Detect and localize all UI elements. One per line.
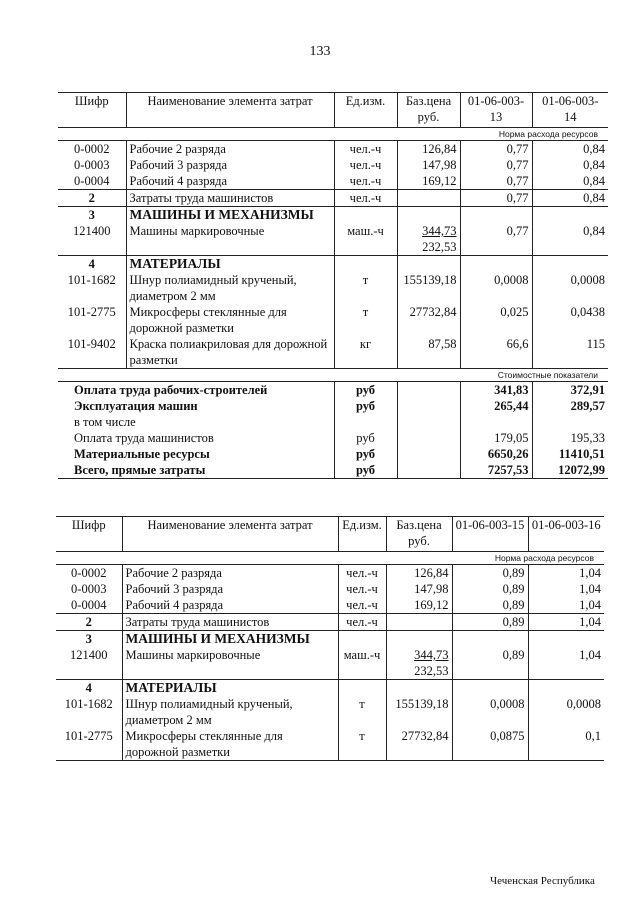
row-value-2: 1,04: [579, 582, 601, 596]
price-top: 344,73: [414, 648, 449, 662]
cost-unit: руб: [334, 446, 397, 462]
row-unit: т: [338, 728, 386, 761]
header-price-line1: Баз.цена: [396, 518, 442, 532]
cost-unit: руб: [334, 382, 397, 399]
table-row: [56, 696, 604, 728]
row-name-line2: дорожной разметки: [125, 745, 230, 759]
cost-row: [58, 446, 608, 462]
row-unit: кг: [334, 336, 397, 369]
row-code: 101-2775: [56, 728, 122, 761]
row-value-1: 0,89: [452, 614, 528, 631]
resource-table-1: [58, 92, 608, 479]
row-value-1: 0,0008: [452, 696, 528, 728]
row-code: 0-0003: [56, 581, 122, 597]
section-row: [58, 207, 608, 224]
cost-name: Оплата труда машинистов: [58, 430, 334, 446]
row-value-1: 0,89: [452, 565, 528, 582]
header-price-line2: руб.: [408, 534, 430, 548]
cost-unit: руб: [334, 430, 397, 446]
row-code: 2: [58, 190, 126, 207]
row-name: Рабочие 2 разряда: [122, 565, 338, 582]
cost-row: [58, 430, 608, 446]
cost-value-2: [532, 414, 608, 430]
section-title: МАТЕРИАЛЫ: [122, 680, 338, 697]
table-header-row: [56, 517, 604, 552]
row-value-1: 0,77: [460, 173, 532, 190]
table-row: [56, 728, 604, 761]
row-name: Затраты труда машинистов: [126, 190, 334, 207]
row-unit: т: [334, 272, 397, 304]
row-code: 121400: [56, 647, 122, 680]
cost-unit: [334, 414, 397, 430]
row-price: 27732,84: [397, 304, 460, 336]
row-name-line1: Шнур полиамидный крученый,: [129, 273, 297, 287]
row-value-2: 0,1: [585, 729, 601, 743]
table-row: [58, 173, 608, 190]
row-name-line2: диаметром 2 мм: [129, 289, 216, 303]
row-code: 0-0002: [56, 565, 122, 582]
row-code: 101-9402: [58, 336, 126, 369]
row-price: 147,98: [397, 157, 460, 173]
row-name: [122, 696, 338, 728]
row-value-1: 0,89: [452, 597, 528, 614]
costs-label-row: [58, 369, 608, 382]
cost-value-1: 6650,26: [460, 446, 532, 462]
row-value-2: 1,04: [579, 566, 601, 580]
header-price: [397, 93, 460, 128]
norms-row: [56, 552, 604, 565]
norms-row: [58, 128, 608, 141]
section-row: [56, 631, 604, 648]
section-row: [56, 680, 604, 697]
row-name-line1: Краска полиакриловая для дорожной: [129, 337, 328, 351]
row-price: 155139,18: [397, 272, 460, 304]
row-name: Затраты труда машинистов: [122, 614, 338, 631]
price-bottom: 232,53: [414, 664, 449, 678]
row-name: Рабочий 4 разряда: [122, 597, 338, 614]
price-top: 344,73: [422, 224, 457, 238]
row-name: Машины маркировочные: [122, 647, 338, 680]
header-col2-line1: 01-06-003-: [542, 94, 599, 108]
row-name: [126, 304, 334, 336]
header-name: Наименование элемента затрат: [122, 517, 338, 552]
row-price: [386, 647, 452, 680]
row-unit: чел.-ч: [338, 614, 386, 631]
row-unit: чел.-ч: [334, 190, 397, 207]
header-price-line2: руб.: [417, 110, 440, 124]
header-col1: [460, 93, 532, 128]
cost-value-2: 195,33: [570, 431, 605, 445]
row-value-2: 0,0008: [570, 273, 605, 287]
row-unit: чел.-ч: [338, 597, 386, 614]
header-col1: 01-06-003-15: [452, 517, 528, 552]
table-row: [58, 336, 608, 369]
row-name: [126, 272, 334, 304]
row-code: 0-0004: [56, 597, 122, 614]
table-row: [56, 614, 604, 631]
row-name-line1: Микросферы стеклянные для: [125, 729, 283, 743]
row-value-2: 0,0438: [570, 305, 605, 319]
row-code: 101-1682: [58, 272, 126, 304]
row-unit: маш.-ч: [334, 223, 397, 256]
section-title: МАТЕРИАЛЫ: [126, 256, 334, 273]
row-code: 0-0002: [58, 141, 126, 158]
row-unit: т: [338, 696, 386, 728]
table-row: [58, 304, 608, 336]
row-value-2: 0,84: [583, 191, 605, 205]
cost-row: [58, 382, 608, 399]
cost-name: Всего, прямые затраты: [58, 462, 334, 479]
row-unit: чел.-ч: [334, 157, 397, 173]
norms-label: Норма расхода ресурсов: [498, 129, 598, 139]
costs-label: Стоимостные показатели: [497, 370, 598, 380]
row-name: Рабочий 4 разряда: [126, 173, 334, 190]
cost-value-2: 11410,51: [558, 447, 605, 461]
row-unit: т: [334, 304, 397, 336]
row-name-line2: дорожной разметки: [129, 321, 234, 335]
header-col2: [532, 93, 608, 128]
row-value-1: 0,025: [460, 304, 532, 336]
row-price: 155139,18: [386, 696, 452, 728]
cost-unit: руб: [334, 462, 397, 479]
row-value-1: 0,0008: [460, 272, 532, 304]
cost-row: [58, 398, 608, 414]
row-value-1: 0,89: [452, 581, 528, 597]
table-row: [58, 157, 608, 173]
row-name: [126, 336, 334, 369]
row-name-line1: Микросферы стеклянные для: [129, 305, 287, 319]
table-row: [56, 647, 604, 680]
row-value-1: 0,77: [460, 190, 532, 207]
cost-name: Материальные ресурсы: [58, 446, 334, 462]
row-name: Рабочие 2 разряда: [126, 141, 334, 158]
cost-value-1: 265,44: [460, 398, 532, 414]
row-value-2: 1,04: [579, 615, 601, 629]
row-price: 169,12: [386, 597, 452, 614]
table-row: [58, 141, 608, 158]
header-unit: Ед.изм.: [338, 517, 386, 552]
row-value-2: 0,84: [583, 174, 605, 188]
table-row: [58, 190, 608, 207]
row-value-1: 0,77: [460, 223, 532, 256]
row-unit: маш.-ч: [338, 647, 386, 680]
row-price: 87,58: [397, 336, 460, 369]
row-unit: чел.-ч: [334, 173, 397, 190]
cost-value-2: 12072,99: [558, 463, 605, 477]
header-col2-line2: 14: [564, 110, 577, 124]
row-price: 126,84: [386, 565, 452, 582]
cost-value-1: 179,05: [460, 430, 532, 446]
row-unit: чел.-ч: [338, 565, 386, 582]
row-value-2: 1,04: [579, 648, 601, 662]
row-value-1: 0,77: [460, 141, 532, 158]
table-row: [58, 223, 608, 256]
header-col1-line1: 01-06-003-: [467, 94, 525, 108]
cost-name: Эксплуатация машин: [58, 398, 334, 414]
header-price: [386, 517, 452, 552]
row-name: Рабочий 3 разряда: [122, 581, 338, 597]
row-code: 121400: [58, 223, 126, 256]
table-header-row: [58, 93, 608, 128]
row-code: 101-1682: [56, 696, 122, 728]
resource-table-2: [56, 516, 604, 761]
row-code: 2: [56, 614, 122, 631]
row-value-1: 0,0875: [452, 728, 528, 761]
row-value-2: 0,84: [583, 142, 605, 156]
price-bottom: 232,53: [422, 240, 457, 254]
section-code: 4: [58, 256, 126, 273]
footer-region: Чеченская Республика: [490, 875, 595, 887]
row-price: 169,12: [397, 173, 460, 190]
row-name: Машины маркировочные: [126, 223, 334, 256]
table-row: [56, 565, 604, 582]
cost-value-2: 372,91: [570, 383, 605, 397]
row-code: 101-2775: [58, 304, 126, 336]
header-col2: 01-06-003-16: [531, 518, 601, 532]
header-code: Шифр: [56, 517, 122, 552]
section-code: 3: [58, 207, 126, 224]
row-unit: чел.-ч: [334, 141, 397, 158]
row-name-line2: разметки: [129, 353, 178, 367]
section-title: МАШИНЫ И МЕХАНИЗМЫ: [122, 631, 338, 648]
header-unit: Ед.изм.: [334, 93, 397, 128]
row-value-2: 1,04: [579, 598, 601, 612]
row-price: [386, 614, 452, 631]
cost-name: Оплата труда рабочих-строителей: [58, 382, 334, 399]
row-value-2: 0,0008: [566, 697, 601, 711]
row-price: [397, 190, 460, 207]
table-row: [56, 581, 604, 597]
row-value-2: 0,84: [583, 224, 605, 238]
header-name: Наименование элемента затрат: [126, 93, 334, 128]
row-value-1: 66,6: [460, 336, 532, 369]
row-code: 0-0004: [58, 173, 126, 190]
header-col1-line2: 13: [489, 110, 503, 124]
row-unit: чел.-ч: [338, 581, 386, 597]
cost-value-1: 7257,53: [460, 462, 532, 479]
row-price: [397, 223, 460, 256]
table-row: [56, 597, 604, 614]
header-price-line1: Баз.цена: [405, 94, 452, 108]
row-value-1: 0,89: [452, 647, 528, 680]
section-code: 3: [56, 631, 122, 648]
row-price: 126,84: [397, 141, 460, 158]
row-value-2: 115: [586, 337, 605, 351]
section-title: МАШИНЫ И МЕХАНИЗМЫ: [126, 207, 334, 224]
cost-name: в том числе: [58, 414, 334, 430]
section-code: 4: [56, 680, 122, 697]
row-value-2: 0,84: [583, 158, 605, 172]
row-name: Рабочий 3 разряда: [126, 157, 334, 173]
norms-label: Норма расхода ресурсов: [494, 553, 594, 563]
page-number: 133: [309, 44, 331, 59]
header-code: Шифр: [58, 93, 126, 128]
row-name-line1: Шнур полиамидный крученый,: [125, 697, 293, 711]
cost-row: [58, 462, 608, 479]
row-price: 27732,84: [386, 728, 452, 761]
cost-unit: руб: [334, 398, 397, 414]
row-code: 0-0003: [58, 157, 126, 173]
row-name-line2: диаметром 2 мм: [125, 713, 212, 727]
cost-value-2: 289,57: [570, 399, 605, 413]
row-name: [122, 728, 338, 761]
cost-value-1: [460, 414, 532, 430]
cost-value-1: 341,83: [460, 382, 532, 399]
table-row: [58, 272, 608, 304]
row-value-1: 0,77: [460, 157, 532, 173]
section-row: [58, 256, 608, 273]
row-price: 147,98: [386, 581, 452, 597]
cost-row: [58, 414, 608, 430]
